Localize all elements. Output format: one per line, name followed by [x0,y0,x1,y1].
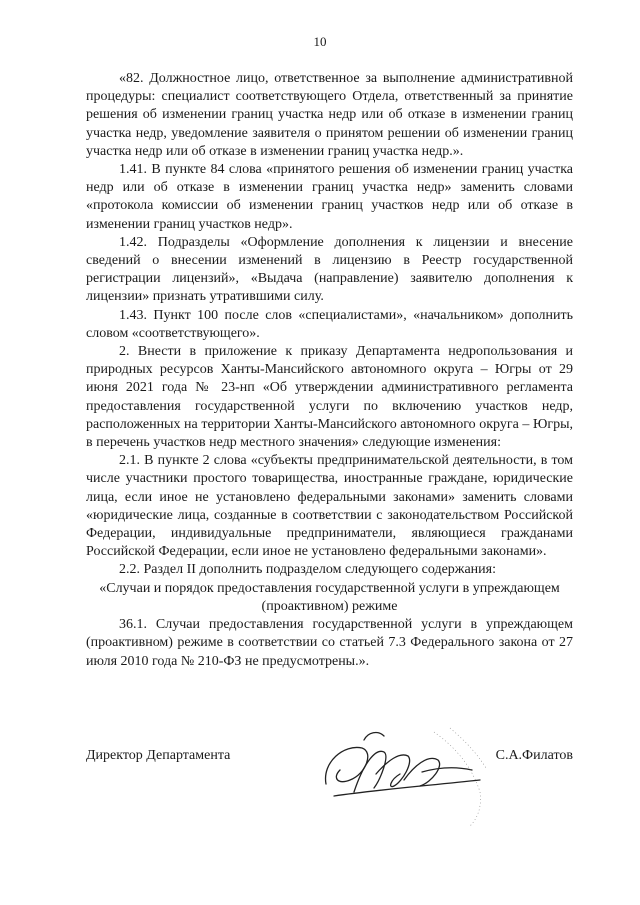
paragraph-2: 2. Внести в приложение к приказу Департамента недропользования и природных ресурсов Ханты-Мансийского автономного округа – Югры от 29 июня 2021 года № 23-нп «Об утверждении административного регламента предоставления государственной услуги по включению участков недр, расположенных на территории Ханты-Мансийского автономного округа – Югры, в перечень участков недр местного значения» следующие изменения: [86,344,573,451]
signatory-name: С.А.Филатов [495,748,573,763]
handwritten-signature [304,722,494,832]
signatory-title: Директор Департамента [86,748,231,763]
paragraph-1-41: 1.41. В пункте 84 слова «принятого решения об изменении границ участка недр или об отказе в изменении границ участка недр» заменить словами «протокола комиссии об изменении границ участков недр или об отказе в изменении границ участков недр». [86,162,573,232]
paragraph-2-1: 2.1. В пункте 2 слова «субъекты предпринимательской деятельности, в том числе участники простого товарищества, иностранные граждане, юридические лица, если иное не установлено федеральными законами» заменить словами «юридические лица, созданные в соответствии с законодательством Российской Федерации, индивидуальные предприниматели, являющиеся гражданами Российской Федерации, если иное не установлено федеральными законами». [86,453,573,560]
subsection-heading: «Случаи и порядок предоставления государственной услуги в упреждающем (проактивном) режиме [99,580,560,614]
paragraph-36-1: 36.1. Случаи предоставления государственной услуги в упреждающем (проактивном) режиме в соответствии со статьей 7.3 Федерального закона от 27 июля 2010 года № 210-ФЗ не предусмотрены.». [86,617,573,669]
paragraph-1-43: 1.43. Пункт 100 после слов «специалистами», «начальником» дополнить словом «соответствующего». [86,307,573,341]
signature-block [86,744,573,834]
paragraph-2-2: 2.2. Раздел II дополнить подразделом следующего содержания: [119,562,496,578]
paragraph-82: «82. Должностное лицо, ответственное за выполнение административной процедуры: специалист соответствующего Отдела, ответственный за принятие решения об изменении границ участка недр или об отказе в изменении границ участка недр, уведомление заявителя о принятом решении об изменении границ участка недр или об отказе в изменении границ участка недр.». [86,71,573,159]
paragraph-1-42: 1.42. Подразделы «Оформление дополнения к лицензии и внесение сведений о внесении изменений в лицензию в Реестр государственной регистрации лицензий», «Выдача (направление) заявителю дополнения к лицензии» признать утратившими силу. [86,234,573,305]
document-body [86,70,573,671]
page-number: 10 [313,34,327,49]
